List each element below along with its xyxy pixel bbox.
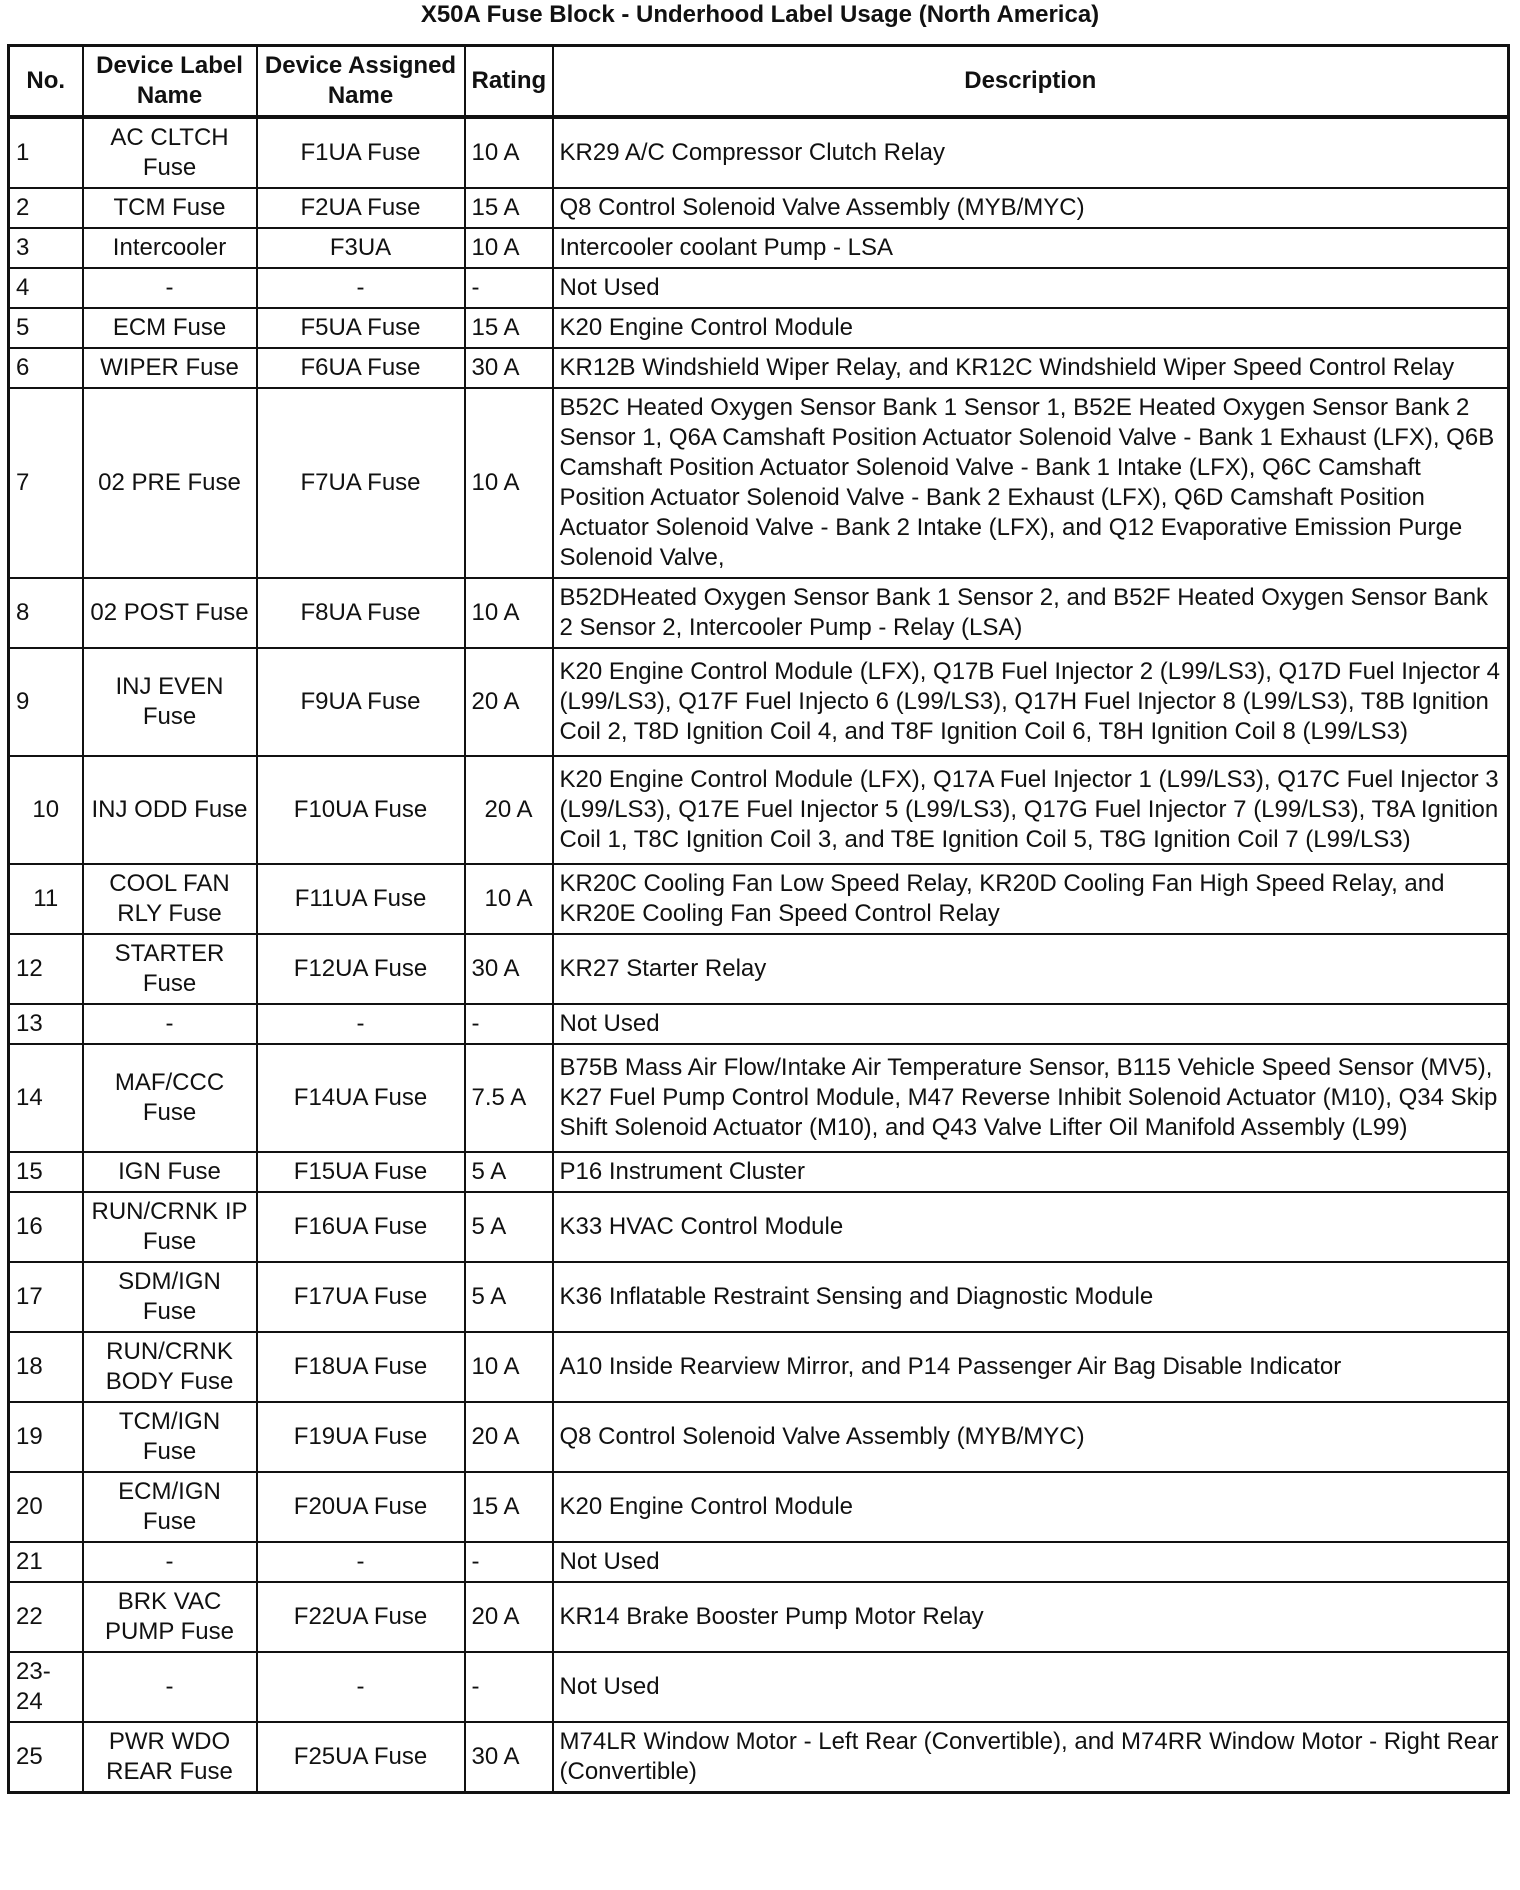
table-row — [9, 756, 1509, 864]
device-assigned-name: F18UA Fuse — [257, 1332, 465, 1402]
fuse-number: 21 — [9, 1542, 83, 1582]
device-label-name: RUN/CRNK BODY Fuse — [83, 1332, 257, 1402]
fuse-description: Not Used — [553, 1004, 1509, 1044]
device-assigned-name: F20UA Fuse — [257, 1472, 465, 1542]
fuse-description: B52C Heated Oxygen Sensor Bank 1 Sensor 1, B52E Heated Oxygen Sensor Bank 2 Sensor 1, Q6A Camshaft Position Actuator Solenoid Valve - Bank 1 Exhaust (LFX), Q6B Camshaft Position Actuator Solenoid Valve - Bank 1 Intake (LFX), Q6C Camshaft Position Actuator Solenoid Valve - Bank 2 Exhaust (LFX), Q6D Camshaft Position Actuator Solenoid Valve - Bank 2 Intake (LFX), and Q12 Evaporative Emission Purge Solenoid Valve, — [553, 388, 1509, 578]
table-row — [9, 1652, 1509, 1722]
fuse-rating: 10 A — [465, 228, 553, 268]
device-label-name: ECM Fuse — [83, 308, 257, 348]
header-description: Description — [553, 46, 1509, 118]
table-header-row — [9, 46, 1509, 118]
device-label-name: COOL FAN RLY Fuse — [83, 864, 257, 934]
fuse-rating: 30 A — [465, 1722, 553, 1793]
table-row — [9, 1004, 1509, 1044]
fuse-rating: 20 A — [465, 1582, 553, 1652]
device-label-name: ECM/IGN Fuse — [83, 1472, 257, 1542]
fuse-rating: 20 A — [465, 1402, 553, 1472]
fuse-description: K33 HVAC Control Module — [553, 1192, 1509, 1262]
header-rating: Rating — [465, 46, 553, 118]
table-row — [9, 348, 1509, 388]
table-row — [9, 1542, 1509, 1582]
device-assigned-name: F10UA Fuse — [257, 756, 465, 864]
fuse-rating: 20 A — [465, 648, 553, 756]
fuse-description: K20 Engine Control Module — [553, 1472, 1509, 1542]
fuse-number: 8 — [9, 578, 83, 648]
device-label-name: RUN/CRNK IP Fuse — [83, 1192, 257, 1262]
device-assigned-name: - — [257, 1652, 465, 1722]
fuse-number: 9 — [9, 648, 83, 756]
fuse-number: 23-24 — [9, 1652, 83, 1722]
device-assigned-name: F19UA Fuse — [257, 1402, 465, 1472]
table-row — [9, 864, 1509, 934]
fuse-number: 4 — [9, 268, 83, 308]
fuse-number: 10 — [9, 756, 83, 864]
device-label-name: MAF/CCC Fuse — [83, 1044, 257, 1152]
fuse-number: 13 — [9, 1004, 83, 1044]
header-device-assigned-name: Device Assigned Name — [257, 46, 465, 118]
fuse-number: 25 — [9, 1722, 83, 1793]
device-assigned-name: F16UA Fuse — [257, 1192, 465, 1262]
device-assigned-name: F6UA Fuse — [257, 348, 465, 388]
device-label-name: - — [83, 1542, 257, 1582]
fuse-number: 5 — [9, 308, 83, 348]
fuse-description: KR20C Cooling Fan Low Speed Relay, KR20D Cooling Fan High Speed Relay, and KR20E Cooling Fan Speed Control Relay — [553, 864, 1509, 934]
fuse-rating: 10 A — [465, 864, 553, 934]
table-row — [9, 1722, 1509, 1793]
device-label-name: INJ EVEN Fuse — [83, 648, 257, 756]
fuse-rating: 15 A — [465, 308, 553, 348]
fuse-description: P16 Instrument Cluster — [553, 1152, 1509, 1192]
device-assigned-name: F3UA — [257, 228, 465, 268]
fuse-description: K20 Engine Control Module (LFX), Q17B Fuel Injector 2 (L99/LS3), Q17D Fuel Injector 4 (L99/LS3), Q17F Fuel Injecto 6 (L99/LS3), Q17H Fuel Injector 8 (L99/LS3), T8B Ignition Coil 2, T8D Ignition Coil 4, and T8F Ignition Coil 6, T8H Ignition Coil 8 (L99/LS3) — [553, 648, 1509, 756]
device-assigned-name: F11UA Fuse — [257, 864, 465, 934]
device-assigned-name: F2UA Fuse — [257, 188, 465, 228]
fuse-number: 16 — [9, 1192, 83, 1262]
fuse-number: 22 — [9, 1582, 83, 1652]
fuse-rating: 10 A — [465, 388, 553, 578]
table-row — [9, 268, 1509, 308]
device-label-name: PWR WDO REAR Fuse — [83, 1722, 257, 1793]
device-label-name: INJ ODD Fuse — [83, 756, 257, 864]
fuse-rating: 5 A — [465, 1192, 553, 1262]
fuse-rating: 10 A — [465, 117, 553, 188]
table-body — [9, 117, 1509, 1793]
fuse-description: KR14 Brake Booster Pump Motor Relay — [553, 1582, 1509, 1652]
device-assigned-name: F5UA Fuse — [257, 308, 465, 348]
device-label-name: 02 POST Fuse — [83, 578, 257, 648]
table-row — [9, 1262, 1509, 1332]
table-row — [9, 228, 1509, 268]
fuse-number: 20 — [9, 1472, 83, 1542]
fuse-description: K36 Inflatable Restraint Sensing and Diagnostic Module — [553, 1262, 1509, 1332]
fuse-number: 18 — [9, 1332, 83, 1402]
fuse-rating: 5 A — [465, 1152, 553, 1192]
header-no: No. — [9, 46, 83, 118]
fuse-number: 7 — [9, 388, 83, 578]
device-label-name: BRK VAC PUMP Fuse — [83, 1582, 257, 1652]
fuse-description: Q8 Control Solenoid Valve Assembly (MYB/MYC) — [553, 188, 1509, 228]
fuse-description: Not Used — [553, 1652, 1509, 1722]
fuse-number: 14 — [9, 1044, 83, 1152]
fuse-number: 19 — [9, 1402, 83, 1472]
fuse-rating: - — [465, 1542, 553, 1582]
fuse-rating: 30 A — [465, 348, 553, 388]
fuse-description: B52DHeated Oxygen Sensor Bank 1 Sensor 2, and B52F Heated Oxygen Sensor Bank 2 Sensor 2, Intercooler Pump - Relay (LSA) — [553, 578, 1509, 648]
fuse-description: Intercooler coolant Pump - LSA — [553, 228, 1509, 268]
device-assigned-name: F7UA Fuse — [257, 388, 465, 578]
fuse-number: 1 — [9, 117, 83, 188]
device-label-name: 02 PRE Fuse — [83, 388, 257, 578]
device-label-name: IGN Fuse — [83, 1152, 257, 1192]
device-assigned-name: F8UA Fuse — [257, 578, 465, 648]
device-assigned-name: F25UA Fuse — [257, 1722, 465, 1793]
device-assigned-name: - — [257, 268, 465, 308]
fuse-description: KR27 Starter Relay — [553, 934, 1509, 1004]
device-assigned-name: F1UA Fuse — [257, 117, 465, 188]
fuse-number: 17 — [9, 1262, 83, 1332]
device-label-name: STARTER Fuse — [83, 934, 257, 1004]
fuse-rating: 15 A — [465, 1472, 553, 1542]
device-assigned-name: F17UA Fuse — [257, 1262, 465, 1332]
device-label-name: - — [83, 1652, 257, 1722]
fuse-description: KR12B Windshield Wiper Relay, and KR12C Windshield Wiper Speed Control Relay — [553, 348, 1509, 388]
fuse-rating: 20 A — [465, 756, 553, 864]
device-assigned-name: F9UA Fuse — [257, 648, 465, 756]
table-row — [9, 117, 1509, 188]
table-row — [9, 934, 1509, 1004]
device-label-name: WIPER Fuse — [83, 348, 257, 388]
fuse-rating: 5 A — [465, 1262, 553, 1332]
fuse-rating: - — [465, 1652, 553, 1722]
fuse-description: Not Used — [553, 268, 1509, 308]
table-row — [9, 1152, 1509, 1192]
fuse-description: K20 Engine Control Module (LFX), Q17A Fuel Injector 1 (L99/LS3), Q17C Fuel Injector 3 (L99/LS3), Q17E Fuel Injector 5 (L99/LS3), Q17G Fuel Injector 7 (L99/LS3), T8A Ignition Coil 1, T8C Ignition Coil 3, and T8E Ignition Coil 5, T8G Ignition Coil 7 (L99/LS3) — [553, 756, 1509, 864]
device-label-name: - — [83, 268, 257, 308]
fuse-rating: - — [465, 268, 553, 308]
table-row — [9, 1192, 1509, 1262]
fuse-number: 15 — [9, 1152, 83, 1192]
fuse-usage-table — [7, 44, 1510, 1794]
device-assigned-name: - — [257, 1004, 465, 1044]
fuse-rating: 7.5 A — [465, 1044, 553, 1152]
fuse-description: K20 Engine Control Module — [553, 308, 1509, 348]
device-assigned-name: F12UA Fuse — [257, 934, 465, 1004]
device-assigned-name: - — [257, 1542, 465, 1582]
table-row — [9, 578, 1509, 648]
table-row — [9, 1582, 1509, 1652]
device-assigned-name: F22UA Fuse — [257, 1582, 465, 1652]
device-assigned-name: F14UA Fuse — [257, 1044, 465, 1152]
fuse-number: 3 — [9, 228, 83, 268]
fuse-rating: 15 A — [465, 188, 553, 228]
device-label-name: TCM/IGN Fuse — [83, 1402, 257, 1472]
fuse-number: 12 — [9, 934, 83, 1004]
fuse-rating: 30 A — [465, 934, 553, 1004]
fuse-description: A10 Inside Rearview Mirror, and P14 Passenger Air Bag Disable Indicator — [553, 1332, 1509, 1402]
table-row — [9, 1472, 1509, 1542]
device-assigned-name: F15UA Fuse — [257, 1152, 465, 1192]
fuse-description: B75B Mass Air Flow/Intake Air Temperature Sensor, B115 Vehicle Speed Sensor (MV5), K27 Fuel Pump Control Module, M47 Reverse Inhibit Solenoid Actuator (M10), Q34 Skip Shift Solenoid Actuator (M10), and Q43 Valve Lifter Oil Manifold Assembly (L99) — [553, 1044, 1509, 1152]
table-row — [9, 1402, 1509, 1472]
table-row — [9, 188, 1509, 228]
table-row — [9, 388, 1509, 578]
device-label-name: - — [83, 1004, 257, 1044]
fuse-rating: 10 A — [465, 1332, 553, 1402]
fuse-description: M74LR Window Motor - Left Rear (Convertible), and M74RR Window Motor - Right Rear (Convertible) — [553, 1722, 1509, 1793]
fuse-description: Not Used — [553, 1542, 1509, 1582]
device-label-name: TCM Fuse — [83, 188, 257, 228]
device-label-name: Intercooler — [83, 228, 257, 268]
page-title: X50A Fuse Block - Underhood Label Usage (North America) — [420, 1, 1100, 28]
device-label-name: AC CLTCH Fuse — [83, 117, 257, 188]
header-device-label-name: Device Label Name — [83, 46, 257, 118]
fuse-number: 6 — [9, 348, 83, 388]
fuse-number: 11 — [9, 864, 83, 934]
table-row — [9, 648, 1509, 756]
fuse-rating: - — [465, 1004, 553, 1044]
fuse-description: KR29 A/C Compressor Clutch Relay — [553, 117, 1509, 188]
table-row — [9, 308, 1509, 348]
fuse-rating: 10 A — [465, 578, 553, 648]
table-row — [9, 1332, 1509, 1402]
fuse-description: Q8 Control Solenoid Valve Assembly (MYB/MYC) — [553, 1402, 1509, 1472]
fuse-number: 2 — [9, 188, 83, 228]
table-row — [9, 1044, 1509, 1152]
device-label-name: SDM/IGN Fuse — [83, 1262, 257, 1332]
